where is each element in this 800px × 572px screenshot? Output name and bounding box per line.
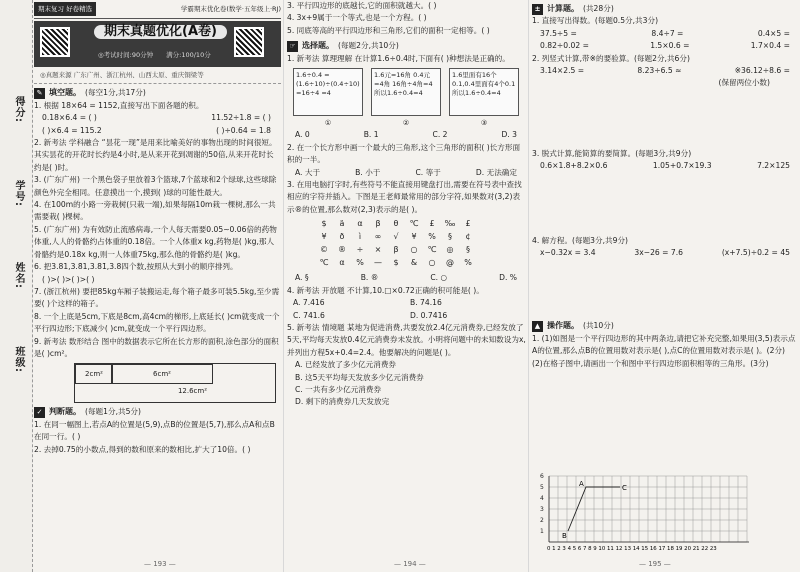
y-tick-label: 2	[540, 517, 544, 524]
y-tick-label: 4	[540, 495, 544, 502]
choice-2-options: A. 大于 B. 小于 C. 等于 D. 无法确定	[295, 167, 517, 177]
y-tick-label: 5	[540, 484, 544, 491]
source-regions: ◎真题来源 广东广州、浙江杭州、山西太原、重庆铜梁等	[34, 67, 281, 84]
qr-code-icon	[40, 27, 70, 57]
method-box: 1.6元=16角 0.4元=4角 16角÷4角=4 所以1.6÷0.4=4	[371, 68, 441, 116]
calc-2-note: (保留两位小数)	[718, 78, 770, 88]
symbol-table	[315, 218, 527, 270]
area-figure	[74, 363, 276, 403]
exam-info: ◎考试时间:90分钟 满分:100/10分	[98, 51, 211, 59]
question-1-parts: ( )×6.4 = 115.2 ( )÷0.64 = 1.8	[42, 125, 271, 135]
symbol-cell: ○	[410, 245, 418, 255]
choice-4: 4. 新考法 开放题 不计算,10.□×0.72正确的积可能是( )。	[287, 285, 484, 295]
question-8: 8. 一个上底是5cm,下底是8cm,高4cm的梯形,上底延长( )cm就变成一个平行四边形;下底减少( )cm,就变成一个平行四边形。	[34, 311, 280, 334]
calc-2: 2. 列竖式计算,带※的要验算。(每题2分,共6分)	[532, 53, 690, 63]
page-number: — 194 —	[394, 559, 426, 568]
symbol-cell: %	[464, 258, 472, 268]
symbol-cell: ℃	[319, 258, 329, 268]
calc-3-items: 0.6×1.8+8.2×0.6 1.05+0.7×19.3 7.2×125	[540, 161, 790, 171]
y-tick-label: 1	[540, 528, 544, 535]
method-box: 1.6÷0.4 =(1.6÷10)÷(0.4÷10) =16÷4 =4	[293, 68, 363, 116]
calc-1-items: 0.82÷0.02 = 1.5×0.6 = 1.7×0.4 =	[540, 41, 790, 51]
symbol-cell: ×	[374, 245, 382, 255]
area-cell: 2cm²	[75, 364, 113, 384]
page-number: — 195 —	[639, 559, 671, 568]
method-boxes	[293, 68, 527, 116]
judge-2: 2. 去掉0.75的小数点,得到的数和原来的数相比,扩大了10倍。( )	[34, 444, 251, 454]
coordinate-grid	[537, 472, 752, 552]
column-middle	[283, 0, 527, 572]
class-label: 班级:	[13, 346, 24, 373]
question-5: 5. (广东广州) 为有效防止流感病毒,一个人每天需要0.05~0.06倍的药物体重,人人的骨骼约占体重的0.18倍。一个人体重x kg,药物是( )kg,那人骨骼约是0.18x kg,则一人体重75kg,那么他的骨骼约是( )kg。	[34, 224, 277, 259]
question-6-answer: ( )>( )>( )>( )	[42, 274, 95, 284]
point-c-label: C	[622, 484, 627, 492]
choice-3: 3. 在用电脑打字时,有些符号不能直接用键盘打出,需要在符号表中查找相应的字符并插入。下图是王老师最常用的部分字符,如果数对(3,2)表示®的位置,那么数对(2,3)表示的是( )。	[287, 180, 522, 214]
symbol-cell: ℃	[409, 219, 419, 229]
symbol-cell: α	[357, 219, 363, 229]
y-tick-label: 3	[540, 506, 544, 513]
calc-3: 3. 脱式计算,能简算的要简算。(每题3分,共9分)	[532, 148, 692, 158]
header-bar	[34, 0, 281, 19]
check-icon: ✓	[34, 407, 45, 418]
symbol-cell: β	[393, 245, 399, 255]
work-space	[532, 173, 800, 235]
choice-5-option: D. 剩下的消费券几天发放完	[295, 397, 390, 407]
title-banner	[34, 21, 281, 67]
symbol-cell: ○	[428, 258, 436, 268]
calculator-icon: ±	[532, 4, 543, 15]
column-left	[34, 0, 281, 572]
choice-1-options: A. 0 B. 1 C. 2 D. 3	[295, 130, 517, 140]
symbol-cell: ä	[339, 219, 345, 229]
area-cell: 12.6cm²	[177, 387, 208, 396]
calc-1-items: 37.5÷5 = 8.4÷7 = 0.4×5 =	[540, 28, 790, 38]
judge-4: 4. 3x+9属于一个等式,也是一个方程。( )	[287, 13, 427, 23]
judge-1: 1. 在同一幅图上,若点A的位置是(5,9),点B的位置是(5,7),那么点A和点B在同一行。( )	[34, 419, 275, 442]
binding-margin	[0, 0, 33, 572]
question-4: 4. 在100m的小路一旁栽树(只栽一端),如果每隔10m栽一棵树,那么一共需要栽( )棵树。	[34, 200, 276, 222]
choice-2: 2. 在一个长方形中画一个最大的三角形,这个三角形的面积( )长方形面积的一半。	[287, 142, 521, 165]
calc-1: 1. 直接写出得数。(每题0.5分,共3分)	[532, 16, 659, 26]
brand-tag: 期末复习 好卷精选	[34, 2, 96, 16]
symbol-cell: β	[375, 219, 381, 229]
symbol-cell: ®	[338, 245, 346, 255]
area-cell: 6cm²	[111, 364, 213, 384]
section-operation: ▲ 操作题。 (共10分)	[532, 320, 800, 332]
question-1: 1. 根据 18×64 = 1152,直接写出下面各题的积。	[34, 100, 204, 110]
method-box: 1.6里面有16个0.1,0.4里面有4个0.1 所以1.6÷0.4=4	[449, 68, 519, 116]
symbol-cell: $	[393, 258, 399, 268]
symbol-cell: ð	[339, 232, 345, 242]
symbol-cell: √	[393, 232, 399, 242]
question-6: 6. 把3.81,3.8̇1,3.81̇,3.8四个数,按照从大到小的顺序排列。	[34, 262, 238, 272]
exam-title: 期末真题优化(A卷)	[94, 25, 227, 39]
calc-2-items: 3.14×2.5 = 8.23÷6.5 ≈ ※36.12÷8.6 =	[540, 66, 790, 76]
symbol-cell: ì	[358, 232, 362, 242]
y-tick-label: 6	[540, 473, 544, 480]
operation-1: 1. (1)如图是一个平行四边形的其中两条边,请把它补充完整,如果用(3,5)表示点A的位置,那么点B的位置用数对表示是( ),点C的位置用数对表示是( )。(2分)	[532, 333, 796, 356]
section-choice: ☞ 选择题。 (每题2分,共10分)	[287, 40, 527, 52]
symbol-cell: θ	[393, 219, 399, 229]
question-7: 7. (浙江杭州) 要把85kg车厢子装搬运走,每个箱子最多可装5.5kg,至少需要( )个这样的箱子。	[34, 286, 280, 309]
symbol-cell: ÷	[356, 245, 364, 255]
judge-3: 3. 平行四边形的底越长,它的面积就越大。( )	[287, 1, 437, 10]
name-label: 姓名:	[13, 262, 24, 289]
symbol-cell: ¥	[321, 232, 327, 242]
operation-2: (2)在格子图中,请画出一个和图中平行四边形面积相等的三角形。(3分)	[532, 358, 769, 368]
point-b-label: B	[562, 532, 567, 540]
symbol-cell: &	[410, 258, 418, 268]
symbol-cell: §	[466, 245, 470, 255]
symbol-cell: %	[356, 258, 364, 268]
point-a-label: A	[579, 480, 584, 488]
section-calculation: ± 计算题。 (共28分)	[532, 3, 800, 15]
question-9: 9. 新考法 数形结合 图中的数据表示它所在长方形的面积,涂色部分的面积是( )cm²。	[34, 336, 279, 358]
symbol-cell: ∞	[374, 232, 382, 242]
choice-4-options: A. 7.416 B. 74.16 C. 741.6 D. 0.7416	[293, 298, 448, 320]
symbol-cell: ◎	[446, 245, 454, 255]
choice-5-option: A. 已经发放了多少亿元消费券	[295, 360, 397, 370]
question-1-parts: 0.18×6.4 = ( ) 11.52÷1.8 = ( )	[42, 113, 271, 123]
symbol-cell: £	[465, 219, 471, 229]
pencil-icon: ✎	[34, 88, 45, 99]
symbol-cell: ‰	[444, 219, 456, 229]
pointer-icon: ☞	[287, 41, 298, 52]
symbol-cell: ¥	[411, 232, 417, 242]
symbol-cell: §	[448, 232, 452, 242]
series-title: 学霸期末优化卷(数学·五年级上·RJ)	[180, 4, 281, 13]
choice-3-options: A. § B. ® C. ○ D. %	[295, 273, 517, 283]
score-label: 得分:	[13, 96, 24, 123]
section-fill-blank: ✎ 填空题。 (每空1分,共17分)	[34, 87, 281, 99]
choice-1: 1. 新考法 算理理解 在计算1.6÷0.4时,下面有( )种想法是正确的。	[287, 53, 510, 63]
question-2: 2. 新考法 学科融合 “昙花一现”是用来比喻美好的事物出现的时间很短。其实昙花的开花时长约是4小时,是从来开花到凋谢的50倍,从来开花时长约是( )时。	[34, 138, 277, 172]
judge-5: 5. 同底等高的平行四边形和三角形,它们的面积一定相等。( )	[287, 25, 490, 35]
qr-code-icon	[234, 27, 264, 57]
symbol-cell: ©	[320, 245, 328, 255]
symbol-cell: α	[339, 258, 345, 268]
ruler-icon: ▲	[532, 321, 543, 332]
choice-5-option: B. 这5天平均每天发放多少亿元消费券	[295, 372, 424, 382]
choice-5-option: C. 一共有多少亿元消费券	[295, 384, 382, 394]
symbol-cell: £	[429, 219, 435, 229]
choice-5: 5. 新考法 情境题 某地为促进消费,共要发放2.4亿元消费券,已经发放了5天,平均每天发放0.4亿元消费券未发放。小明将问题中的未知数设为x,并列出方程5x+0.4=2.4。他要解决的问题是( )。	[287, 322, 526, 357]
symbol-cell: $	[321, 219, 327, 229]
work-space	[532, 90, 800, 148]
symbol-cell: ¢	[465, 232, 471, 242]
symbol-cell: %	[428, 232, 436, 242]
symbol-cell: @	[446, 258, 454, 268]
work-space	[532, 259, 800, 317]
symbol-cell: —	[374, 258, 382, 268]
calc-4-items: x−0.32x = 3.4 3x−26 = 7.6 (x+7.5)÷0.2 = 45	[540, 248, 790, 258]
symbol-cell: ℃	[427, 245, 437, 255]
student-id-label: 学号:	[13, 180, 24, 207]
method-labels: ① ② ③	[324, 119, 488, 128]
page-number: — 193 —	[144, 559, 176, 568]
question-3: 3. (广东广州) 一个黑色袋子里放着3个篮球,7个蓝球和2个绿球,这些球除颜色外完全相同。任意摸出一个,摸到( )球的可能性最大。	[34, 175, 277, 197]
x-axis-ticks: 0 1 2 3 4 5 6 7 8 9 10 11 12 13 14 15 16 17 18 19 20 21 22 23	[547, 546, 717, 552]
section-true-false: ✓ 判断题。 (每题1分,共5分)	[34, 406, 281, 418]
calc-4: 4. 解方程。(每题3分,共9分)	[532, 235, 629, 245]
